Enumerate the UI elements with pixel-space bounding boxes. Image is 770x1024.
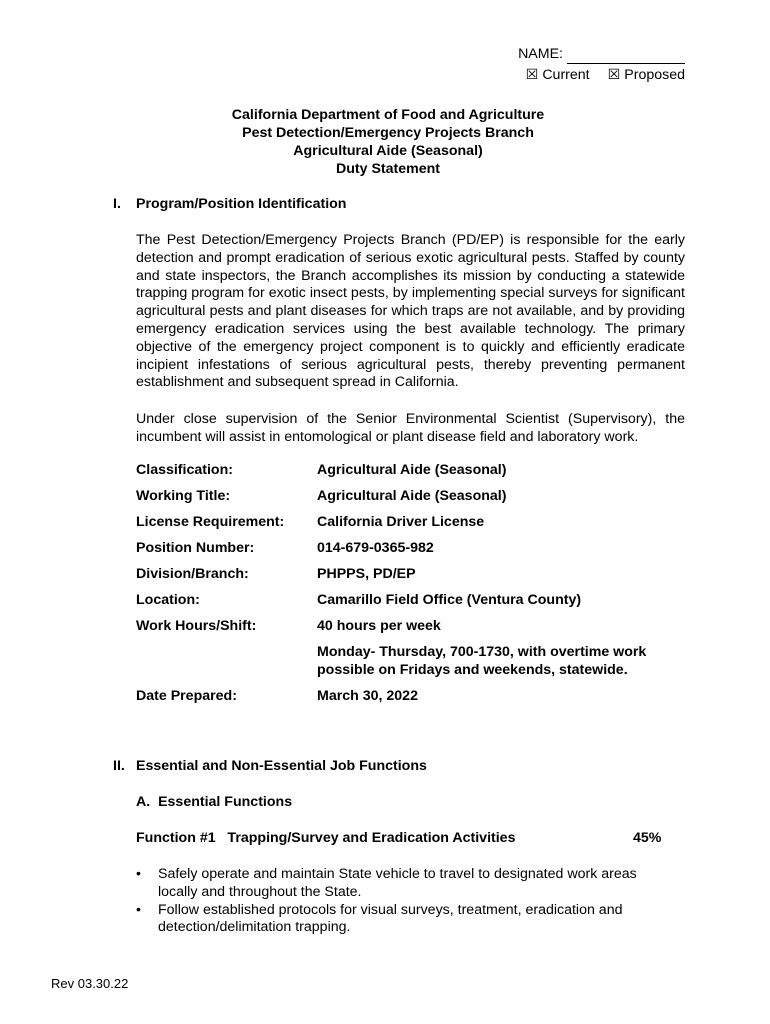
field-value: 014-679-0365-982 <box>317 540 434 556</box>
position-details <box>136 462 687 714</box>
section-1-heading <box>113 196 346 214</box>
proposed-checkbox-icon[interactable]: ☒ <box>607 67 621 83</box>
section-1-title: Program/Position Identification <box>136 196 347 212</box>
name-field <box>518 46 685 64</box>
field-label: Classification: <box>136 462 233 478</box>
name-blank-line[interactable] <box>567 48 685 64</box>
name-label: NAME: <box>518 46 563 62</box>
field-label: Position Number: <box>136 540 255 556</box>
field-row <box>136 566 687 592</box>
field-row <box>136 644 687 688</box>
field-value: California Driver License <box>317 514 485 530</box>
field-label: Location: <box>136 592 200 608</box>
field-value: Agricultural Aide (Seasonal) <box>317 488 507 504</box>
field-row <box>136 592 687 618</box>
title-line-1: California Department of Food and Agriculture <box>231 107 545 123</box>
bullet-icon: • <box>136 866 141 882</box>
list-item-text: Safely operate and maintain State vehicle to travel to designated work areas locally and throughout the State. <box>158 866 637 900</box>
proposed-label: Proposed <box>624 67 685 83</box>
field-label: License Requirement: <box>136 514 285 530</box>
field-label: Working Title: <box>136 488 231 504</box>
subsection-heading: A. Essential Functions <box>136 794 293 810</box>
document-title <box>0 106 770 178</box>
current-checkbox-icon[interactable]: ☒ <box>525 67 539 83</box>
section-2-title: Essential and Non-Essential Job Functions <box>136 758 427 774</box>
field-label: Work Hours/Shift: <box>136 618 257 634</box>
section-2-number: II. <box>113 758 125 774</box>
revision-footer: Rev 03.30.22 <box>51 976 129 991</box>
field-value: Monday- Thursday, 700-1730, with overtime work possible on Fridays and weekends, statewide. <box>317 644 647 678</box>
list-item-text: Follow established protocols for visual surveys, treatment, eradication and detection/delimitation trapping. <box>158 901 623 936</box>
section-1-number: I. <box>113 196 121 212</box>
field-row <box>136 462 687 488</box>
field-label: Date Prepared: <box>136 688 237 704</box>
function-percent: 45% <box>633 830 662 846</box>
field-value: PHPPS, PD/EP <box>317 566 416 582</box>
field-row <box>136 514 687 540</box>
title-line-2: Pest Detection/Emergency Projects Branch <box>242 125 534 141</box>
title-line-4: Duty Statement <box>335 161 441 177</box>
field-row <box>136 540 687 566</box>
bullet-icon: • <box>136 901 141 918</box>
duties-list <box>136 866 676 937</box>
title-line-3: Agricultural Aide (Seasonal) <box>293 143 483 159</box>
list-item <box>136 902 676 938</box>
field-value: Agricultural Aide (Seasonal) <box>317 462 507 478</box>
field-row <box>136 488 687 514</box>
function-heading: Function #1 Trapping/Survey and Eradication Activities <box>136 830 516 846</box>
field-row <box>136 688 687 714</box>
program-description: The Pest Detection/Emergency Projects Branch (PD/EP) is responsible for the early detection and prompt eradication of serious exotic agricultural pests. Staffed by county and state inspectors, the Branch accomplishes its mission by conducting a statewide trapping program for exotic insect pests, by implementing special surveys for significant agricultural pests and plant diseases for which traps are not available, and by providing emergency eradication services using the best available technology. The primary objective of the emergency project component is to quickly and efficiently eradicate incipient infestations of serious agricultural pests, thereby preventing permanent establishment and subsequent spread in California. <box>136 232 685 391</box>
field-value: 40 hours per week <box>317 618 441 634</box>
field-label: Division/Branch: <box>136 566 249 582</box>
field-value: March 30, 2022 <box>317 688 418 704</box>
supervision-description: Under close supervision of the Senior Environmental Scientist (Supervisory), the incumbent will assist in entomological or plant disease field and laboratory work. <box>136 411 685 445</box>
section-2-heading <box>113 758 427 776</box>
status-checkboxes <box>526 67 685 85</box>
field-value: Camarillo Field Office (Ventura County) <box>317 592 582 608</box>
list-item <box>136 866 676 902</box>
field-row <box>136 618 687 644</box>
current-label: Current <box>542 67 590 83</box>
